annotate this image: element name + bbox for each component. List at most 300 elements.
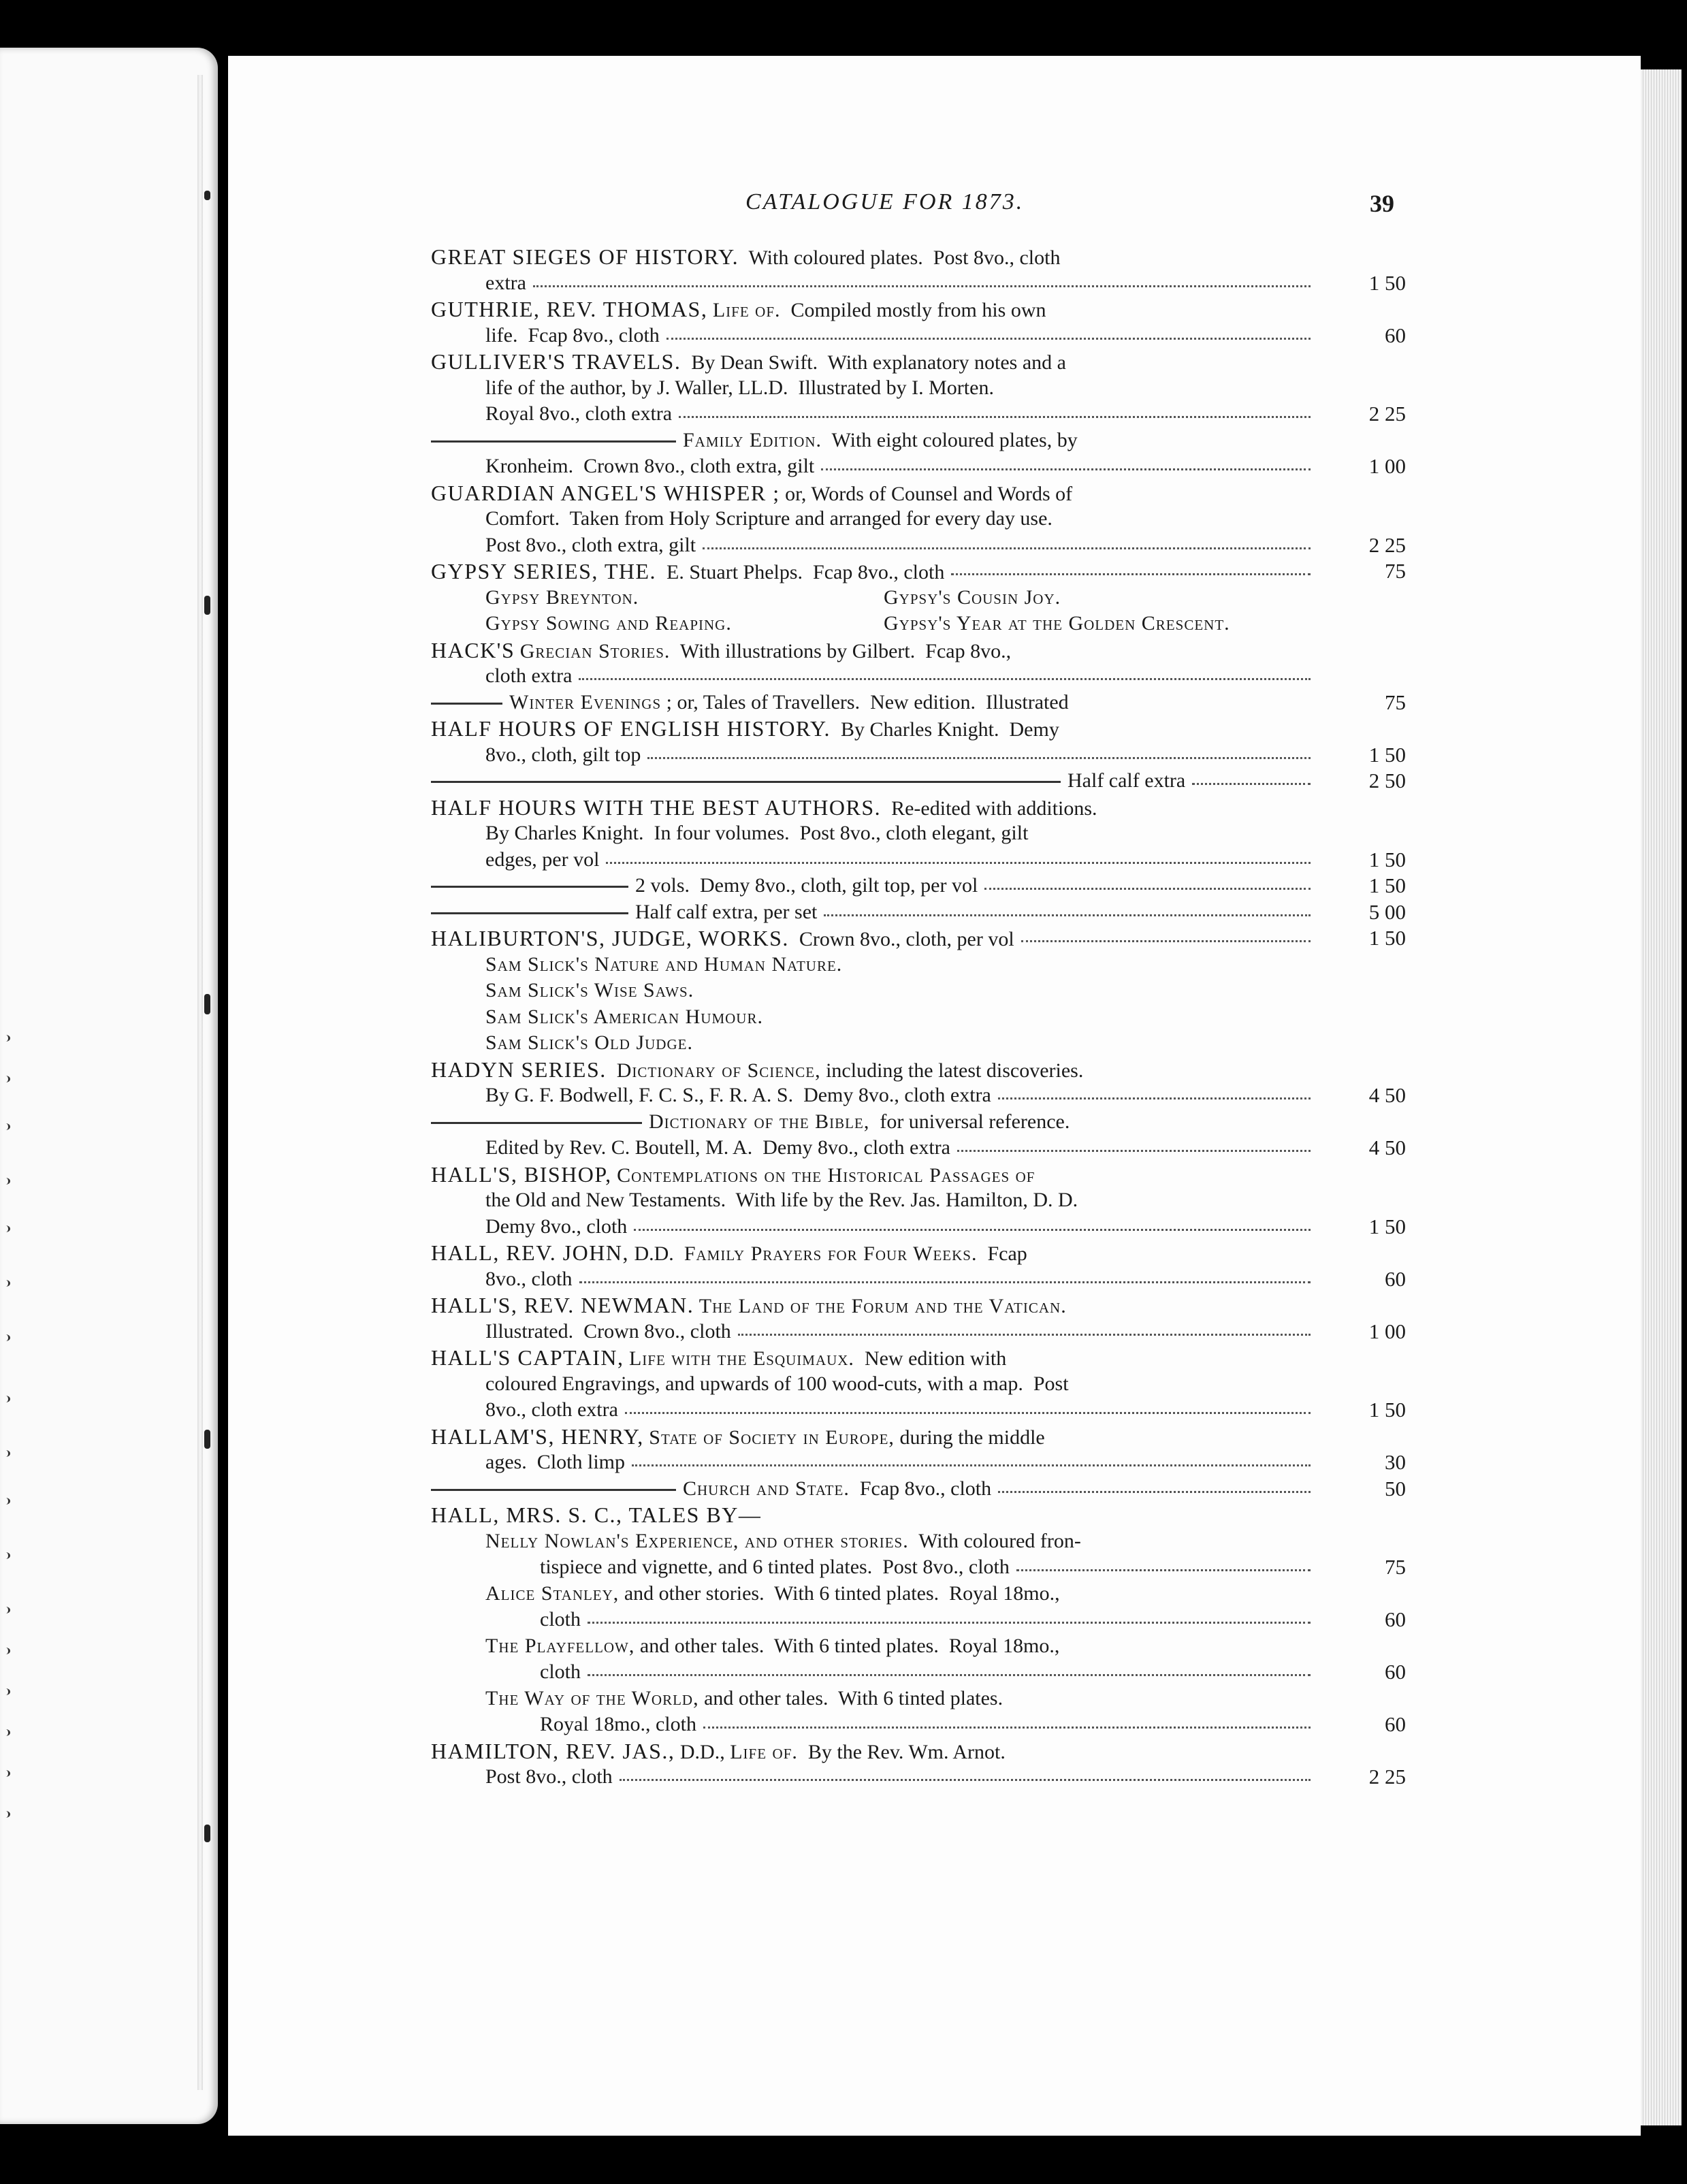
entry-detail: E. Stuart Phelps. Fcap 8vo., cloth: [656, 561, 945, 583]
bleed-mark: [1, 1607, 10, 1613]
entry-text: [431, 1502, 761, 1530]
dot-leader: [647, 757, 1311, 759]
entry-heading: HALL'S CAPTAIN,: [431, 1345, 624, 1370]
entry-detail: Royal 18mo., cloth: [540, 1713, 696, 1735]
entry-text: [485, 1449, 625, 1476]
entry-text: [431, 1161, 1035, 1189]
bleed-mark: [1, 1225, 10, 1232]
dot-leader: [824, 914, 1311, 916]
entry-detail: D.D.: [628, 1242, 684, 1265]
entry-text: [509, 690, 1069, 716]
entry-text: [485, 1187, 1078, 1214]
entry-detail: Fcap 8vo., cloth: [849, 1477, 992, 1500]
catalogue-line: [431, 1528, 1411, 1555]
entry-text: [431, 794, 1097, 822]
price: 1 50: [1368, 926, 1406, 950]
entry-text: [485, 1082, 991, 1109]
catalogue-line: [431, 1240, 1411, 1266]
catalogue-line: [431, 1502, 1411, 1528]
catalogue-line: [431, 1266, 1411, 1293]
binding-mark: [204, 1825, 210, 1842]
entry-detail: during the middle: [894, 1426, 1045, 1449]
entry-text: [485, 1030, 693, 1057]
binding-mark: [204, 191, 210, 200]
price: 60: [1385, 1712, 1406, 1736]
entry-title: Sam Slick's Nature and Human Nature.: [485, 952, 843, 976]
ditto-rule: [431, 912, 628, 914]
entry-detail: ; or, Tales of Travellers. New edition. Illustrated: [661, 690, 1069, 713]
bleed-mark: [1, 1450, 10, 1457]
entry-text: [485, 820, 1028, 847]
entry-detail: 2 vols. Demy 8vo., cloth, gilt top, per vol: [635, 874, 978, 897]
entry-text: [485, 1135, 950, 1161]
entry-detail: Demy 8vo., cloth: [485, 1215, 628, 1238]
entry-detail: edges, per vol: [485, 848, 600, 871]
entry-text: [649, 1109, 1070, 1136]
catalogue-line: [431, 558, 1411, 585]
entry-detail: [607, 1059, 617, 1082]
price: 60: [1385, 323, 1406, 347]
dot-leader: [1016, 1569, 1311, 1571]
entry-heading: HALL'S, REV. NEWMAN.: [431, 1293, 694, 1317]
entry-detail: Half calf extra, per set: [635, 900, 818, 923]
catalogue-line: [431, 1476, 1411, 1503]
entry-text: [485, 1319, 731, 1345]
dot-leader: [703, 547, 1311, 549]
price: 75: [1385, 690, 1406, 714]
entry-heading: HALL'S, BISHOP,: [431, 1161, 612, 1187]
catalogue-line: [431, 1738, 1411, 1765]
dot-leader: [666, 338, 1311, 340]
ditto-rule: [431, 703, 502, 705]
entry-text: [485, 611, 732, 637]
entry-detail: [624, 1347, 629, 1370]
entry-text: [485, 847, 599, 873]
bleed-mark: [1, 1811, 10, 1818]
dot-leader: [588, 1622, 1311, 1624]
entry-detail: [694, 1295, 699, 1317]
entry-heading: GYPSY SERIES, THE.: [431, 559, 657, 583]
catalogue-line: [431, 1004, 1411, 1031]
catalogue-line: [431, 1082, 1411, 1109]
entry-detail: By Charles Knight. Demy: [831, 718, 1059, 741]
price: 50: [1385, 1476, 1406, 1500]
entry-detail: Kronheim. Crown 8vo., cloth extra, gilt: [485, 455, 815, 477]
entry-heading: GREAT SIEGES OF HISTORY.: [431, 244, 739, 269]
binding-mark: [204, 596, 210, 615]
entry-detail: Fcap: [977, 1242, 1027, 1265]
entry-title: Gypsy Sowing and Reaping.: [485, 612, 732, 635]
entry-detail: 8vo., cloth: [485, 1267, 573, 1290]
catalogue-line: [431, 637, 1411, 664]
catalogue-line: [431, 1424, 1411, 1450]
bleed-mark: [1, 1178, 10, 1185]
entry-detail: Royal 8vo., cloth extra: [485, 402, 673, 425]
entry-detail: Illustrated. Crown 8vo., cloth: [485, 1319, 731, 1343]
price: 2 25: [1368, 532, 1406, 557]
catalogue-line: [431, 820, 1411, 847]
entry-text: [431, 558, 944, 586]
catalogue-line: [431, 1764, 1411, 1790]
catalogue-line: [431, 506, 1411, 532]
ditto-rule: [431, 440, 676, 443]
entry-detail: Edited by Rev. C. Boutell, M. A. Demy 8vo., cloth extra: [485, 1136, 950, 1159]
entry-text: [431, 1240, 1027, 1268]
price: 2 25: [1368, 1765, 1406, 1788]
price: 60: [1385, 1660, 1406, 1684]
price: 4 50: [1368, 1083, 1406, 1107]
bleed-mark: [1, 1770, 10, 1777]
dot-leader: [533, 285, 1311, 287]
price: 60: [1385, 1266, 1406, 1291]
catalogue-line: [431, 453, 1411, 480]
entry-detail: By Charles Knight. In four volumes. Post 8vo., cloth elegant, gilt: [485, 822, 1029, 844]
catalogue-line: [431, 585, 1411, 611]
catalogue-line: [431, 323, 1411, 349]
entry-detail: Half calf extra: [1067, 769, 1186, 792]
catalogue-line: [431, 349, 1411, 375]
dot-leader: [821, 468, 1311, 470]
bleed-mark: [1, 1035, 10, 1042]
entry-text: [635, 873, 978, 899]
ditto-rule: [431, 1489, 676, 1491]
catalogue-line: [431, 480, 1411, 507]
entry-title: The Way of the World,: [485, 1686, 699, 1709]
ditto-rule: [431, 886, 628, 888]
entry-text: [485, 663, 572, 690]
catalogue-line: [431, 1607, 1411, 1633]
entry-text: [485, 1633, 1059, 1660]
entry-detail: With eight coloured plates, by: [822, 428, 1078, 451]
entry-heading: GUTHRIE, REV. THOMAS,: [431, 297, 708, 321]
catalogue-line: [431, 978, 1411, 1004]
catalogue-line: [431, 296, 1411, 323]
entry-detail: D.D.,: [675, 1740, 730, 1763]
entry-text: [485, 1214, 627, 1240]
running-header: CATALOGUE FOR 1873.: [745, 189, 1025, 214]
entry-text: [485, 1004, 763, 1031]
catalogue-line: [431, 663, 1411, 690]
entry-text: [431, 1424, 1045, 1451]
entry-detail: including the latest discoveries.: [820, 1059, 1084, 1082]
catalogue-line: [431, 1397, 1411, 1424]
price: 2 50: [1368, 769, 1406, 792]
bleed-mark: [1, 1280, 10, 1287]
entry-heading: HALF HOURS WITH THE BEST AUTHORS.: [431, 794, 882, 820]
ditto-rule: [431, 781, 1061, 783]
catalogue-entries: [431, 244, 1411, 1790]
entry-detail: life. Fcap 8vo., cloth: [485, 323, 660, 347]
bleed-mark: [1, 1334, 10, 1341]
entry-text: [683, 1476, 991, 1503]
dot-leader: [606, 862, 1311, 864]
entry-detail: life of the author, by J. Waller, LL.D. Illustrated by I. Morten.: [485, 376, 994, 399]
price: 1 50: [1368, 1214, 1406, 1238]
entry-detail: Post 8vo., cloth: [485, 1765, 613, 1788]
catalogue-line: [431, 1371, 1411, 1398]
entry-detail: tispiece and vignette, and 6 tinted plates. Post 8vo., cloth: [540, 1556, 1010, 1578]
price: 60: [1385, 1607, 1406, 1631]
dot-leader: [679, 416, 1311, 418]
entry-title: Alice Stanley,: [485, 1581, 620, 1605]
entry-detail: and other tales. With 6 tinted plates. Royal 18mo.,: [634, 1634, 1060, 1657]
entry-text: [431, 1738, 1006, 1766]
entry-text: [431, 637, 1011, 665]
price: 1 00: [1368, 1319, 1406, 1343]
catalogue-line: [431, 1581, 1411, 1607]
price: 1 50: [1368, 1398, 1406, 1422]
catalogue-line: [431, 690, 1411, 716]
page-edge: [1641, 69, 1682, 2125]
bleed-mark: [1, 1729, 10, 1736]
entry-title: Church and State.: [683, 1477, 850, 1500]
catalogue-line: [431, 1109, 1411, 1136]
catalogue-line: [431, 1686, 1411, 1712]
entry-detail: or, Words of Counsel and Words of: [780, 482, 1073, 505]
entry-title: Family Prayers for Four Weeks.: [684, 1242, 978, 1265]
catalogue-line: [431, 1161, 1411, 1188]
entry-text: [485, 532, 696, 559]
catalogue-line: [431, 847, 1411, 873]
catalogue-line: [431, 1135, 1411, 1161]
entry-detail: By the Rev. Wm. Arnot.: [797, 1740, 1006, 1763]
bleed-mark: [1, 1396, 10, 1402]
ditto-rule: [431, 1122, 642, 1124]
dot-leader: [632, 1464, 1311, 1466]
dot-leader: [984, 888, 1311, 890]
entry-text: [485, 453, 814, 480]
entry-title: Nelly Nowlan's Experience, and other stories.: [485, 1529, 909, 1552]
entry-text: [431, 480, 1072, 508]
catalogue-line: [431, 1659, 1411, 1686]
catalogue-line: [431, 1554, 1411, 1581]
entry-text: [485, 323, 660, 349]
entry-detail: and other tales. With 6 tinted plates.: [698, 1686, 1003, 1709]
entry-text: [431, 244, 1060, 272]
entry-title: Dictionary of the Bible,: [649, 1110, 870, 1133]
catalogue-line: [431, 1345, 1411, 1371]
entry-title: Sam Slick's Wise Saws.: [485, 979, 694, 1001]
entry-text: [431, 1057, 1083, 1085]
entry-detail: With coloured plates. Post 8vo., cloth: [739, 246, 1061, 269]
entry-text: [431, 716, 1059, 743]
entry-text: [431, 1345, 1006, 1372]
price: 1 50: [1368, 742, 1406, 767]
entry-heading: HALL, REV. JOHN,: [431, 1240, 629, 1265]
entry-title: Life of.: [730, 1740, 798, 1763]
entry-text: [540, 1554, 1010, 1581]
page-number: 39: [1370, 190, 1394, 217]
catalogue-line: [431, 1030, 1411, 1057]
price: 1 00: [1368, 454, 1406, 478]
entry-title: The Playfellow,: [485, 1634, 635, 1657]
entry-detail: Crown 8vo., cloth, per vol: [788, 928, 1014, 950]
catalogue-line: [431, 1449, 1411, 1476]
entry-detail: extra: [485, 271, 526, 294]
entry-text: [540, 1659, 581, 1686]
entry-title: Contemplations on the Historical Passages of: [617, 1163, 1035, 1187]
dot-leader: [998, 1097, 1311, 1099]
price: 75: [1385, 1555, 1406, 1579]
entry-text: [485, 1266, 573, 1293]
entry-text: [683, 428, 1078, 454]
entry-text: [1067, 768, 1185, 794]
binding-mark: [204, 1430, 210, 1449]
price: 30: [1385, 1450, 1406, 1474]
catalogue-line: [431, 794, 1411, 821]
catalogue-line: [431, 1712, 1411, 1738]
entry-title: Sam Slick's American Humour.: [485, 1005, 763, 1028]
entry-text: [485, 1528, 1081, 1555]
entry-title: Life with the Esquimaux.: [628, 1347, 854, 1370]
dot-leader: [1021, 940, 1311, 942]
catalogue-line: [431, 270, 1411, 297]
entry-text: [540, 1607, 581, 1633]
entry-text: [485, 270, 526, 297]
entry-title: Dictionary of Science,: [616, 1059, 821, 1082]
catalogue-line: [431, 899, 1411, 926]
catalogue-line: [431, 1057, 1411, 1083]
bleed-mark: [1, 1076, 10, 1082]
entry-title: Family Edition.: [683, 428, 822, 451]
dot-leader: [634, 1229, 1311, 1231]
entry-detail: With coloured fron-: [908, 1529, 1081, 1552]
entry-detail: coloured Engravings, and upwards of 100 wood-cuts, with a map. Post: [485, 1372, 1069, 1395]
entry-detail: 8vo., cloth, gilt top: [485, 743, 641, 766]
dot-leader: [738, 1334, 1311, 1336]
dot-leader: [588, 1674, 1311, 1676]
entry-detail: cloth: [540, 1608, 581, 1631]
dot-leader: [579, 678, 1311, 680]
catalogue-line: [431, 768, 1411, 794]
entry-text: [635, 899, 817, 926]
entry-heading: HACK'S: [431, 637, 515, 662]
entry-text: [431, 296, 1046, 324]
catalogue-line: [431, 1214, 1411, 1240]
catalogue-line: [431, 401, 1411, 428]
entry-detail: New edition with: [854, 1347, 1007, 1370]
catalogue-line: [431, 873, 1411, 899]
entry-detail: Post 8vo., cloth extra, gilt: [485, 533, 696, 556]
entry-text: [485, 401, 672, 428]
entry-detail: [707, 299, 713, 321]
catalogue-line: [431, 1292, 1411, 1319]
entry-heading: HALIBURTON'S, JUDGE, WORKS.: [431, 926, 789, 950]
entry-text: [485, 1371, 1069, 1398]
entry-heading: HALLAM'S, HENRY,: [431, 1424, 644, 1449]
entry-text: [485, 742, 641, 769]
entry-detail: By G. F. Bodwell, F. C. S., F. R. A. S. Demy 8vo., cloth extra: [485, 1084, 991, 1106]
bleed-mark: [1, 1498, 10, 1505]
entry-detail: By Dean Swift. With explanatory notes and a: [681, 351, 1066, 374]
entry-text: [485, 506, 1053, 532]
binding-marks: [204, 191, 210, 1961]
price: 75: [1385, 559, 1406, 583]
entry-heading: GUARDIAN ANGEL'S WHISPER ;: [431, 480, 780, 505]
entry-title: Sam Slick's Old Judge.: [485, 1031, 693, 1054]
bleed-mark: [1, 1688, 10, 1695]
entry-text: [485, 375, 994, 402]
entry-heading: HADYN SERIES.: [431, 1057, 607, 1082]
price: 4 50: [1368, 1136, 1406, 1159]
bleed-mark: [1, 1552, 10, 1559]
price: 2 25: [1368, 402, 1406, 425]
catalogue-line: [431, 375, 1411, 402]
binding-mark: [204, 994, 210, 1014]
dot-leader: [579, 1281, 1311, 1283]
catalogue-line: [431, 1319, 1411, 1345]
entry-detail: With illustrations by Gilbert. Fcap 8vo.,: [670, 639, 1012, 662]
catalogue-line: [431, 952, 1411, 978]
entry-detail: and other stories. With 6 tinted plates. Royal 18mo.,: [619, 1581, 1060, 1605]
dot-leader: [998, 1491, 1311, 1493]
entry-text: [485, 1581, 1060, 1607]
dot-leader: [620, 1779, 1311, 1781]
entry-detail: for universal reference.: [869, 1110, 1070, 1133]
dot-leader: [1192, 783, 1311, 785]
catalogue-line: [431, 1633, 1411, 1660]
entry-heading: HALL, MRS. S. C., TALES BY—: [431, 1503, 762, 1527]
entry-detail: cloth extra: [485, 664, 573, 687]
catalogue-line: [431, 742, 1411, 769]
price: 1 50: [1368, 270, 1406, 295]
entry-text: [540, 1712, 696, 1738]
entry-heading: GULLIVER'S TRAVELS.: [431, 349, 681, 374]
entry-detail: Re-edited with additions.: [881, 797, 1097, 820]
entry-heading: HAMILTON, REV. JAS.,: [431, 1738, 675, 1763]
page-gutter: [197, 75, 203, 2090]
dot-leader: [951, 573, 1311, 575]
catalogue-line: [431, 925, 1411, 952]
dot-leader: [625, 1412, 1311, 1414]
price: 5 00: [1368, 899, 1406, 924]
bleed-mark: [1, 1648, 10, 1654]
entry-text: [431, 349, 1066, 376]
catalogue-line: [431, 428, 1411, 454]
entry-detail: the Old and New Testaments. With life by the Rev. Jas. Hamilton, D. D.: [485, 1189, 1078, 1211]
entry-text: [431, 925, 1014, 953]
entry-heading: HALF HOURS OF ENGLISH HISTORY.: [431, 716, 831, 741]
entry-text: [485, 1686, 1003, 1712]
entry-text: [485, 952, 842, 978]
entry-detail: [515, 640, 520, 662]
entry-text: [485, 1397, 618, 1424]
entry-title: State of Society in Europe,: [649, 1426, 895, 1449]
dot-leader: [957, 1150, 1311, 1152]
left-page: [0, 48, 218, 2124]
entry-title: Gypsy's Year at the Golden Crescent.: [884, 612, 1230, 635]
entry-text: [431, 1292, 1067, 1320]
entry-text: [485, 585, 639, 611]
entry-detail: Comfort. Taken from Holy Scripture and arranged for every day use.: [485, 507, 1053, 530]
entry-title: Gypsy's Cousin Joy.: [884, 585, 1061, 609]
bleed-mark: [1, 1123, 10, 1130]
entry-detail: ages. Cloth limp: [485, 1451, 625, 1473]
entry-detail: Compiled mostly from his own: [780, 299, 1046, 321]
catalogue-line: [431, 244, 1411, 270]
entry-text: [485, 978, 694, 1004]
entry-detail: cloth: [540, 1660, 581, 1683]
entry-text: [485, 1764, 613, 1790]
entry-title: Grecian Stories.: [519, 639, 671, 662]
catalogue-line: [431, 532, 1411, 559]
price: 1 50: [1368, 873, 1406, 897]
price: 1 50: [1368, 847, 1406, 871]
entry-title: Gypsy Breynton.: [485, 585, 639, 609]
entry-title: The Land of the Forum and the Vatican.: [698, 1295, 1067, 1317]
entry-title: Life of.: [712, 299, 781, 321]
entry-title: Winter Evenings: [509, 690, 662, 713]
